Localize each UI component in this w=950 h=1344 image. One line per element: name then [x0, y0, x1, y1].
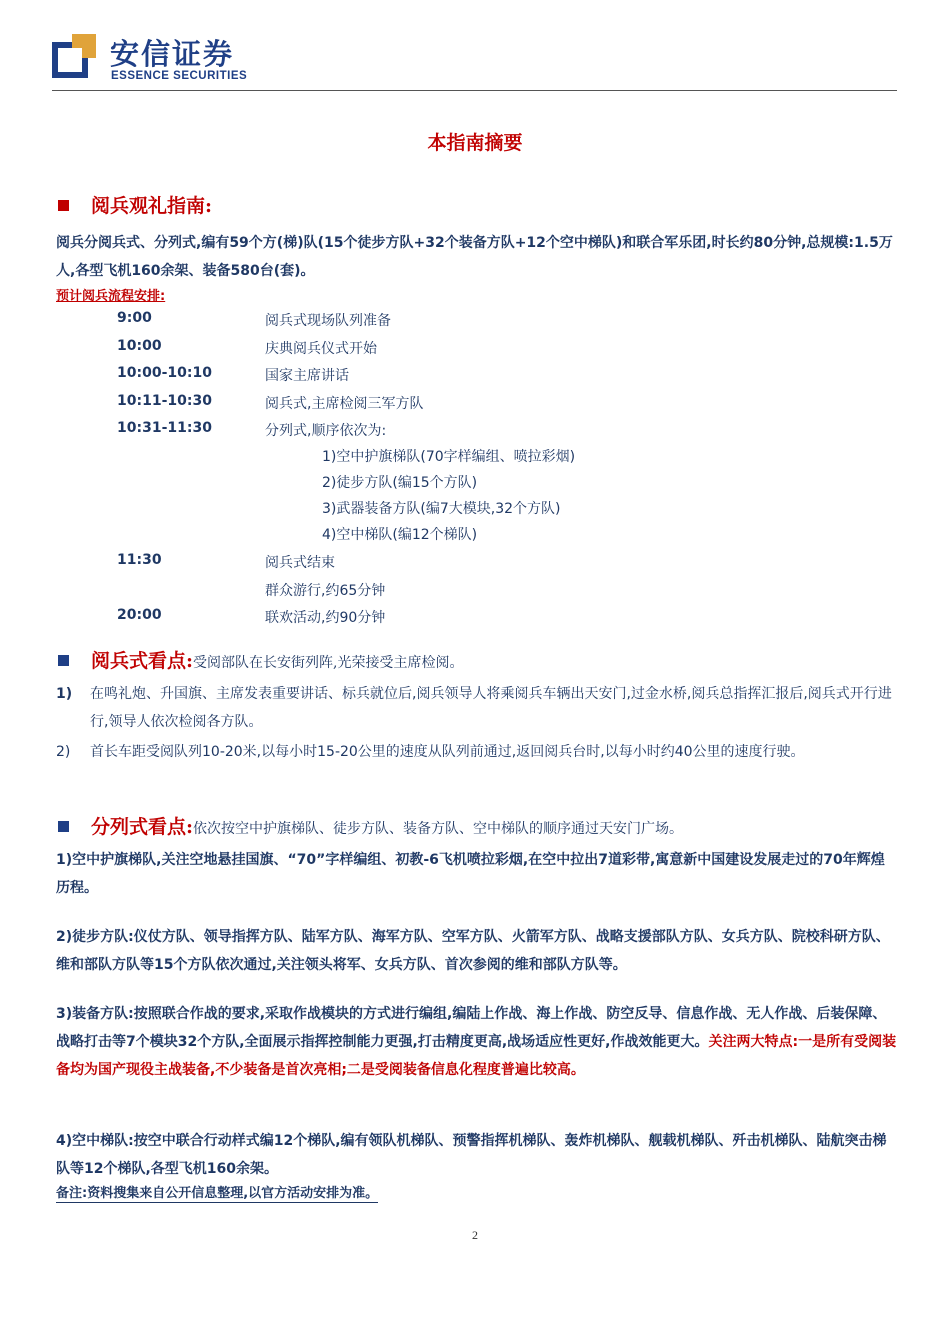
schedule-event: 阅兵式,主席检阅三军方队	[265, 396, 424, 412]
section-lead: 受阅部队在长安街列阵,光荣接受主席检阅。	[193, 655, 464, 671]
schedule-time: 9:00	[117, 310, 152, 326]
schedule-time: 20:00	[117, 607, 162, 623]
schedule-event: 庆典阅兵仪式开始	[265, 341, 377, 357]
list-item-text: 在鸣礼炮、升国旗、主席发表重要讲话、标兵就位后,阅兵领导人将乘阅兵车辆出天安门,过金水桥,阅兵总指挥汇报后,阅兵式开行进行,领导人依次检阅各方队。	[90, 686, 892, 730]
bullet-square-icon	[58, 200, 69, 211]
bullet-square-icon	[58, 655, 69, 666]
march-order-item: 4)空中梯队(编12个梯队)	[322, 527, 478, 543]
schedule-label: 预计阅兵流程安排:	[56, 289, 166, 304]
march-order-item: 1)空中护旗梯队(70字样编组、喷拉彩烟)	[322, 449, 576, 465]
air-flag-echelon-paragraph: 1)空中护旗梯队,关注空地悬挂国旗、“70”字样编组、初教-6飞机喷拉彩烟,在空中拉出7道彩带,寓意新中国建设发展走过的70年辉煌历程。	[56, 852, 885, 896]
schedule-event: 联欢活动,约90分钟	[265, 610, 386, 626]
section-lead-post: 的顺序通过天安门广场。	[529, 821, 684, 837]
equipment-highlight: 关注两大特点:一是所有受阅装备均为国产现役主战装备,不少装备是首次亮相;二是受阅装备信息化程度普遍比较高。	[56, 1034, 897, 1078]
page-number: 2	[472, 1228, 478, 1242]
schedule-event: 分列式,顺序依次为:	[265, 423, 387, 439]
schedule-time: 10:31-11:30	[117, 420, 212, 436]
schedule-event: 国家主席讲话	[265, 368, 349, 384]
section-lead-highlight: 空中护旗梯队、徒步方队、装备方队、空中梯队	[235, 821, 530, 837]
page-header	[52, 30, 897, 91]
section-heading-review: 阅兵式看点:受阅部队在长安街列阵,光荣接受主席检阅。	[58, 646, 463, 673]
list-number: 1)	[56, 686, 73, 702]
schedule-time: 10:00-10:10	[117, 365, 212, 381]
parade-intro-paragraph: 阅兵分阅兵式、分列式,编有59个方(梯)队(15个徒步方队+32个装备方队+12个空中梯队)和联合军乐团,时长约80分钟,总规模:1.5万人,各型飞机160余架、装备580台(套)。	[56, 235, 893, 279]
company-name-en: ESSENCE SECURITIES	[111, 70, 248, 82]
schedule-time: 10:11-10:30	[117, 393, 212, 409]
schedule-event: 群众游行,约65分钟	[265, 583, 386, 599]
essence-logo-icon	[52, 34, 96, 78]
section-heading-march-past: 分列式看点:依次按空中护旗梯队、徒步方队、装备方队、空中梯队的顺序通过天安门广场。	[58, 812, 683, 839]
footnote: 备注:资料搜集来自公开信息整理,以官方活动安排为准。	[56, 1182, 378, 1203]
equipment-paragraph: 3)装备方队:按照联合作战的要求,采取作战模块的方式进行编组,编陆上作战、海上作战、防空反导、信息作战、无人作战、后装保障、战略打击等7个模块32个方队,全面展示指挥控制能力更强,打击精度更高,战场适应性更好,作战效能更大。关注两大特点:一是所有受阅装备均为国产现役主战装备,不少装备是首次亮相;二是受阅装备信息化程度普遍比较高。	[56, 1006, 897, 1078]
schedule-event: 阅兵式现场队列准备	[265, 313, 391, 329]
section-heading-parade-guide: 阅兵观礼指南:	[58, 191, 212, 218]
schedule-time: 11:30	[117, 552, 162, 568]
foot-troops-paragraph: 2)徒步方队:仪仗方队、领导指挥方队、陆军方队、海军方队、空军方队、火箭军方队、战略支援部队方队、女兵方队、院校科研方队、维和部队方队等15个方队依次通过,关注领头将军、女兵方队、首次参阅的维和部队方队等。	[56, 929, 890, 973]
list-item-text: 首长车距受阅队列10-20米,以每小时15-20公里的速度从队列前通过,返回阅兵台时,以每小时约40公里的速度行驶。	[90, 744, 805, 760]
page-title: 本指南摘要	[427, 132, 523, 154]
schedule-time: 10:00	[117, 338, 162, 354]
company-name-cn: 安信证券	[110, 37, 235, 71]
march-order-item: 3)武器装备方队(编7大模块,32个方队)	[322, 501, 561, 517]
list-number: 2)	[56, 744, 71, 760]
march-order-item: 2)徒步方队(编15个方队)	[322, 475, 478, 491]
air-echelon-paragraph: 4)空中梯队:按空中联合行动样式编12个梯队,编有领队机梯队、预警指挥机梯队、轰炸机梯队、舰载机梯队、歼击机梯队、陆航突击梯队等12个梯队,各型飞机160余架。	[56, 1133, 887, 1177]
section-lead-pre: 依次按	[193, 821, 236, 837]
bullet-square-icon	[58, 821, 69, 832]
schedule-event: 阅兵式结束	[265, 555, 335, 571]
